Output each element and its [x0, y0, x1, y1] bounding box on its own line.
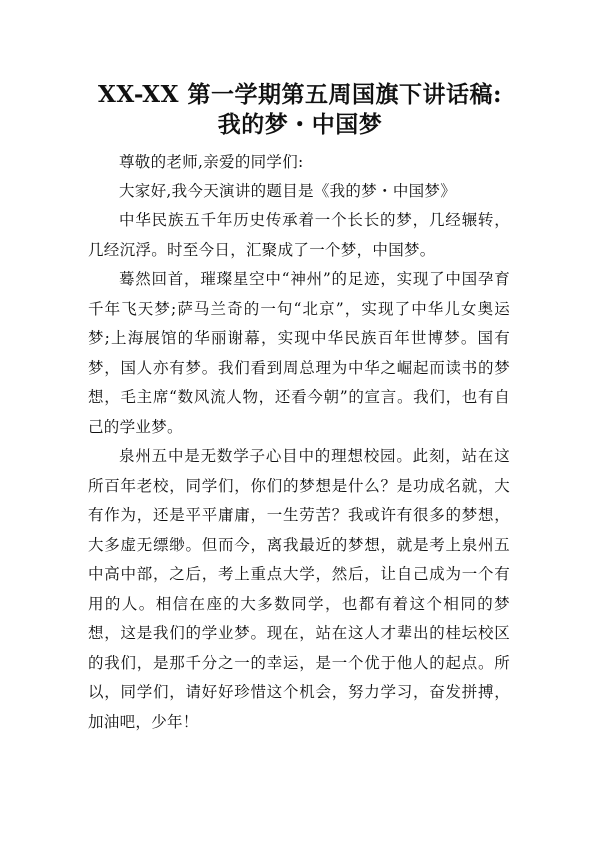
body-paragraph: 中华民族五千年历史传承着一个长长的梦，几经辗转，几经沉浮。时至今日，汇聚成了一个梦，中国梦。 [88, 211, 510, 259]
greeting-paragraph: 大家好,我今天演讲的题目是《我的梦・中国梦》 [119, 182, 457, 200]
document-title-line-1: XX-XX 第一学期第五周国旗下讲话稿: [98, 81, 502, 108]
document-body [88, 148, 510, 737]
body-paragraph: 泉州五中是无数学子心目中的理想校园。此刻，站在这所百年老校，同学们，你们的梦想是什么？是功成名就，大有作为，还是平平庸庸，一生劳苦？我或许有很多的梦想，大多虚无缥缈。但而今，离我最近的梦想，就是考上泉州五中高中部，之后，考上重点大学，然后，让自己成为一个有用的人。相信在座的大多数同学，也都有着这个相同的梦想，这是我们的学业梦。现在，站在这人才辈出的桂坛校区的我们，是那千分之一的幸运，是一个优于他人的起点。所以，同学们，请好好珍惜这个机会，努力学习，奋发拼搏，加油吧，少年！ [88, 447, 510, 731]
salutation-paragraph: 尊敬的老师,亲爱的同学们: [119, 153, 304, 171]
body-paragraph: 蓦然回首，璀璨星空中“神州”的足迹，实现了中国孕育千年飞天梦;萨马兰奇的一句“北京”，实现了中华儿女奥运梦;上海展馆的华丽谢幕，实现中华民族百年世博梦。国有梦，国人亦有梦。我们看到周总理为中华之崛起而读书的梦想，毛主席“数风流人物，还看今朝”的宣言。我们，也有自己的学业梦。 [88, 270, 510, 436]
document-title-line-2: 我的梦・中国梦 [217, 111, 383, 138]
